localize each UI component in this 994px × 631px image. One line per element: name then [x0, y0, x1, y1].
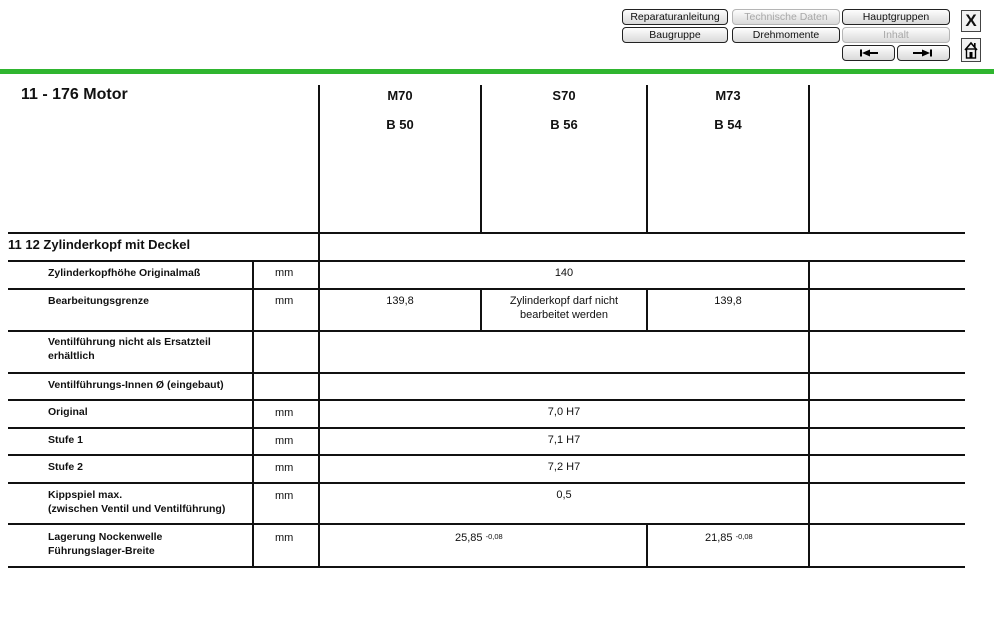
- row-label-kippspiel-line1: Kippspiel max.: [48, 489, 123, 501]
- row-value: 7,1 H7: [547, 434, 581, 446]
- last-page-button[interactable]: [897, 45, 950, 61]
- row-label-ventilfuehrung-innen: Ventilführungs-Innen Ø (eingebaut): [48, 379, 224, 391]
- row-unit: mm: [275, 462, 294, 474]
- row-value-a: 25,85 $^{-0,08}$: [455, 532, 503, 544]
- row-label-ventilfuehrung-line2: erhältlich: [48, 350, 95, 362]
- row-value: 0,5: [556, 489, 572, 501]
- home-button[interactable]: [961, 38, 981, 62]
- column-header-m70: M70: [387, 88, 413, 103]
- tolerance-a: -0,08: [485, 532, 503, 541]
- row-value-b: 21,85 $^{-0,08}$: [705, 532, 753, 544]
- row-label-original: Original: [48, 406, 88, 418]
- baugruppe-button[interactable]: Baugruppe: [622, 27, 728, 43]
- column-variant-b50: B 50: [386, 117, 414, 132]
- column-header-s70: S70: [552, 88, 576, 103]
- row-label-kippspiel-line2: (zwischen Ventil und Ventilführung): [48, 503, 226, 515]
- row-value: 140: [554, 267, 574, 279]
- inhalt-button: Inhalt: [842, 27, 950, 43]
- row-label-ventilfuehrung-line1: Ventilführung nicht als Ersatzteil: [48, 336, 211, 348]
- document-title: 11 - 176 Motor: [21, 86, 128, 103]
- skip-to-start-icon: [843, 46, 894, 60]
- section-title: 11 12 Zylinderkopf mit Deckel: [8, 237, 191, 252]
- row-value: 7,0 H7: [547, 406, 581, 418]
- column-header-m73: M73: [715, 88, 741, 103]
- row-label-bearbeitungsgrenze: Bearbeitungsgrenze: [48, 295, 149, 307]
- first-page-button[interactable]: [842, 45, 895, 61]
- row-label-zylinderkopfhoehe: Zylinderkopfhöhe Originalmaß: [48, 267, 201, 279]
- skip-to-end-icon: [898, 46, 949, 60]
- row-unit: mm: [275, 267, 294, 279]
- header-divider: [0, 69, 994, 74]
- row-unit: mm: [275, 407, 294, 419]
- row-unit: mm: [275, 295, 294, 307]
- row-label-stufe1: Stufe 1: [48, 434, 84, 446]
- tolerance-b: -0,08: [735, 532, 753, 541]
- row-unit: mm: [275, 532, 294, 544]
- column-variant-b56: B 56: [550, 117, 578, 132]
- row-unit: mm: [275, 490, 294, 502]
- close-button[interactable]: X: [961, 10, 981, 32]
- column-variant-b54: B 54: [714, 117, 742, 132]
- technische-daten-button: Technische Daten: [732, 9, 840, 25]
- row-value-m73: 139,8: [714, 295, 742, 307]
- row-value-s70-line2: bearbeitet werden: [519, 309, 609, 321]
- reparaturanleitung-button[interactable]: Reparaturanleitung: [622, 9, 728, 25]
- row-value-s70-line1: Zylinderkopf darf nicht: [509, 295, 619, 307]
- row-unit: mm: [275, 435, 294, 447]
- row-label-lagerung-line1: Lagerung Nockenwelle: [48, 531, 163, 543]
- drehmomente-button[interactable]: Drehmomente: [732, 27, 840, 43]
- hauptgruppen-button[interactable]: Hauptgruppen: [842, 9, 950, 25]
- row-value: 7,2 H7: [547, 461, 581, 473]
- row-label-stufe2: Stufe 2: [48, 461, 84, 473]
- row-label-lagerung-line2: Führungslager-Breite: [48, 545, 155, 557]
- row-value-m70: 139,8: [386, 295, 414, 307]
- home-icon: [962, 39, 980, 61]
